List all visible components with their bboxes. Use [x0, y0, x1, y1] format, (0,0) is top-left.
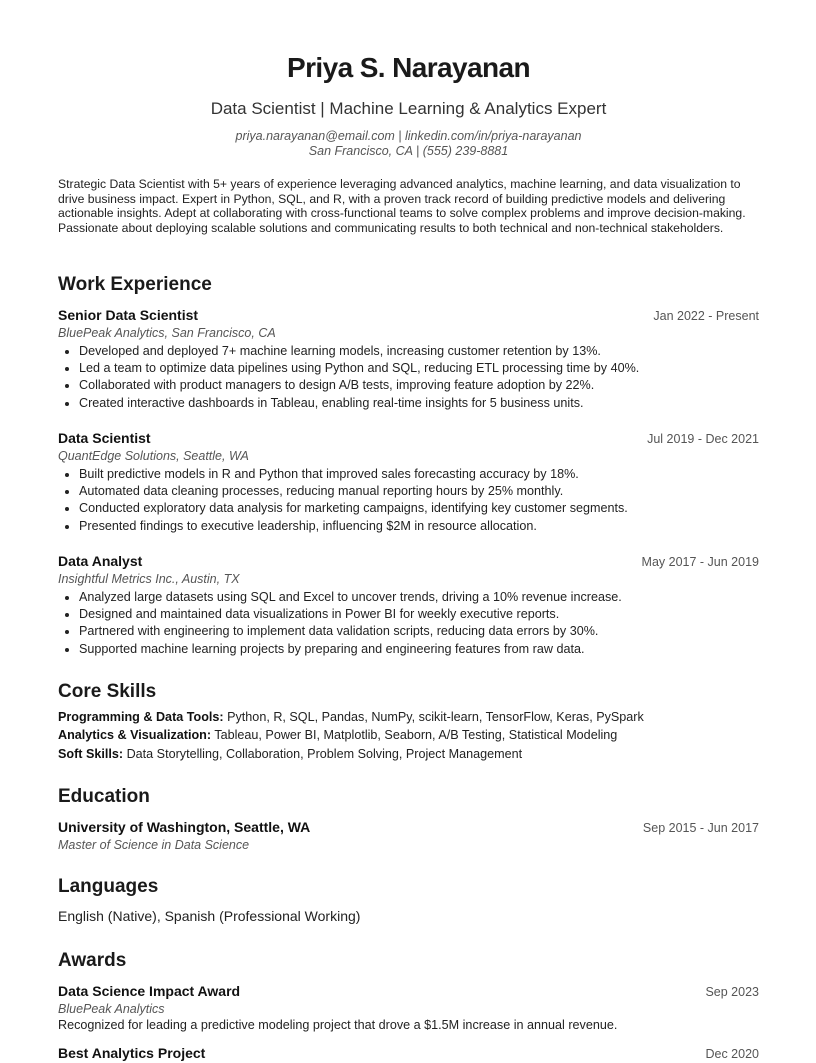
- skill-value: Python, R, SQL, Pandas, NumPy, scikit-learn, TensorFlow, Keras, PySpark: [227, 710, 644, 724]
- job-bullets: [58, 343, 759, 412]
- award-title: Best Analytics Project: [58, 1045, 206, 1061]
- job-bullet: • Developed and deployed 7+ machine learning models, increasing customer retention by 13%.: [79, 343, 759, 360]
- skill-line-analytics: [58, 728, 617, 742]
- job-company: Insightful Metrics Inc., Austin, TX: [58, 572, 240, 586]
- job-bullet: • Designed and maintained data visualizations in Power BI for weekly executive reports.: [79, 606, 759, 623]
- school-name: University of Washington, Seattle, WA: [58, 819, 311, 835]
- job-bullet: • Conducted exploratory data analysis for marketing campaigns, identifying key customer segments.: [79, 500, 759, 517]
- job-date: Jul 2019 - Dec 2021: [647, 432, 759, 446]
- job-bullet: • Automated data cleaning processes, reducing manual reporting hours by 25% monthly.: [79, 483, 759, 500]
- candidate-headline: Data Scientist | Machine Learning & Analytics Expert: [210, 99, 607, 118]
- award-title: Data Science Impact Award: [58, 983, 241, 999]
- skill-line-soft: [58, 747, 522, 761]
- job-bullet: • Collaborated with product managers to design A/B tests, improving feature adoption by 22%.: [79, 377, 759, 394]
- job-bullets: [58, 466, 759, 535]
- section-title-core-skills: Core Skills: [58, 681, 157, 702]
- award-date: Dec 2020: [705, 1047, 759, 1061]
- job-bullets: [58, 589, 759, 658]
- job-entry: [58, 553, 759, 658]
- job-company: BluePeak Analytics, San Francisco, CA: [58, 326, 276, 340]
- job-bullet: • Partnered with engineering to implement data validation scripts, reducing data errors by 30%.: [79, 623, 759, 640]
- candidate-name: Priya S. Narayanan: [287, 52, 530, 83]
- degree: Master of Science in Data Science: [58, 838, 250, 852]
- job-bullet: • Created interactive dashboards in Tableau, enabling real-time insights for 5 business units.: [79, 395, 759, 412]
- job-title: Data Analyst: [58, 553, 143, 569]
- section-title-education: Education: [58, 786, 150, 807]
- job-bullet: • Presented findings to executive leadership, influencing $2M in resource allocation.: [79, 518, 759, 535]
- education-date: Sep 2015 - Jun 2017: [642, 821, 759, 835]
- skill-label: Programming & Data Tools:: [58, 710, 224, 724]
- job-date: Jan 2022 - Present: [653, 309, 759, 323]
- languages-list: English (Native), Spanish (Professional Working): [58, 908, 361, 924]
- job-entry: [58, 430, 759, 535]
- section-title-awards: Awards: [58, 950, 127, 971]
- skill-line-programming: [58, 710, 644, 724]
- contact-line-email-linkedin: priya.narayanan@email.com | linkedin.com/in/priya-narayanan: [235, 129, 582, 143]
- professional-summary: Strategic Data Scientist with 5+ years of experience leveraging advanced analytics, machine learning, and data visualization to drive business impact. Expert in Python, SQL, and R, with a proven track record of building predictive models and delivering actionable insights. Adept at collaborating with cross-functional teams to solve complex problems and improve decision-making. Passionate about deploying scalable solutions and communicating results to both technical and non-technical stakeholders.: [58, 177, 746, 235]
- award-description: Recognized for leading a predictive modeling project that drove a $1.5M increase in annual revenue.: [58, 1018, 618, 1032]
- award-entry: [58, 1045, 759, 1063]
- section-title-languages: Languages: [58, 876, 159, 897]
- section-title-work-experience: Work Experience: [58, 274, 212, 295]
- award-entry: [58, 983, 759, 1033]
- award-date: Sep 2023: [705, 985, 759, 999]
- job-bullet: • Analyzed large datasets using SQL and Excel to uncover trends, driving a 10% revenue increase.: [79, 589, 759, 606]
- job-bullet: • Led a team to optimize data pipelines using Python and SQL, reducing ETL processing time by 40%.: [79, 360, 759, 377]
- job-bullet: • Built predictive models in R and Python that improved sales forecasting accuracy by 18%.: [79, 466, 759, 483]
- job-entry: [58, 307, 759, 412]
- job-company: QuantEdge Solutions, Seattle, WA: [58, 449, 249, 463]
- job-bullet: • Supported machine learning projects by preparing and engineering features from raw data.: [79, 641, 759, 658]
- skill-value: Data Storytelling, Collaboration, Problem Solving, Project Management: [126, 747, 523, 761]
- skill-label: Soft Skills:: [58, 747, 124, 761]
- skill-label: Analytics & Visualization:: [58, 728, 212, 742]
- contact-line-location-phone: San Francisco, CA | (555) 239-8881: [308, 144, 509, 158]
- skill-value: Tableau, Power BI, Matplotlib, Seaborn, A/B Testing, Statistical Modeling: [214, 728, 618, 742]
- job-title: Data Scientist: [58, 430, 151, 446]
- job-date: May 2017 - Jun 2019: [641, 555, 759, 569]
- job-title: Senior Data Scientist: [58, 307, 199, 323]
- award-org: BluePeak Analytics: [58, 1002, 165, 1016]
- education-entry: [58, 819, 759, 854]
